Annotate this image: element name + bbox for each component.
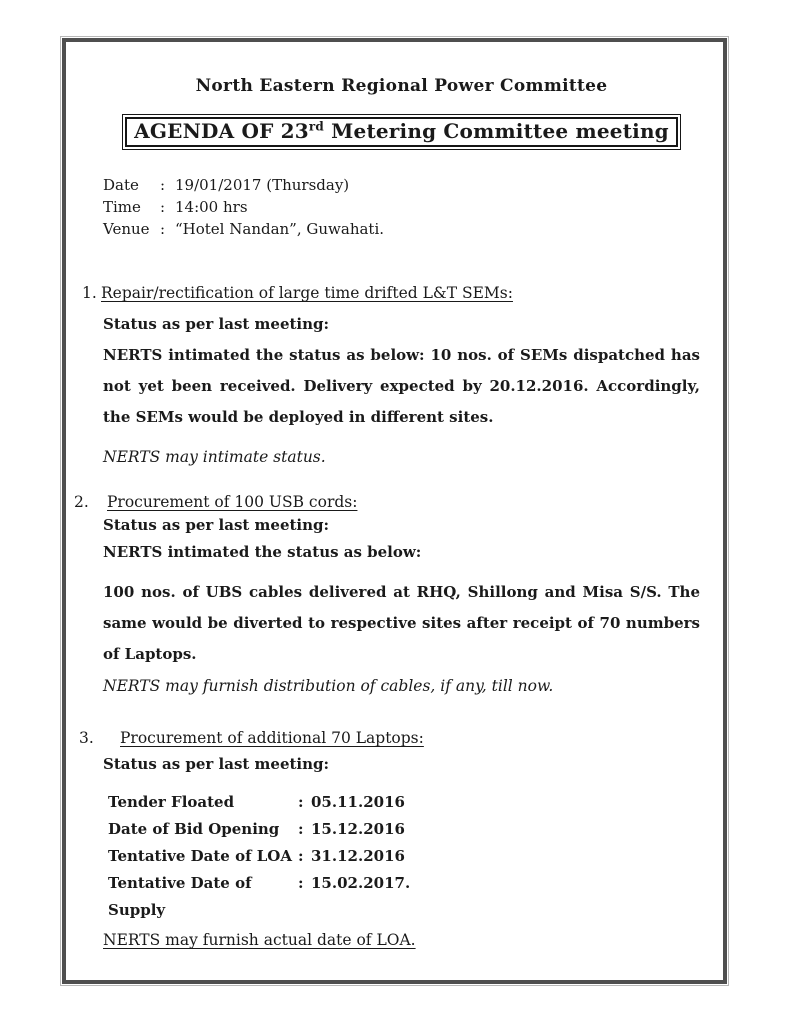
section-3-note: NERTS may furnish actual date of LOA. — [103, 931, 416, 949]
date-label: Tentative Date of Supply — [108, 874, 252, 919]
section-1-heading-row — [82, 284, 700, 302]
section-3-heading: Procurement of additional 70 Laptops: — [120, 729, 424, 747]
meta-colon: : — [160, 220, 166, 238]
meta-value-time: 14:00 hrs — [175, 198, 248, 216]
section-3 — [79, 729, 700, 949]
date-row-loa — [108, 843, 700, 870]
page-border — [62, 38, 727, 984]
dates-table — [108, 789, 700, 924]
section-3-number: 3. — [79, 729, 94, 747]
agenda-title-box — [125, 117, 678, 147]
date-colon: : — [298, 820, 304, 838]
date-label: Tentative Date of LOA — [108, 847, 292, 865]
date-row-tender-floated — [108, 789, 700, 816]
meta-colon: : — [160, 198, 166, 216]
ordinal-superscript: rd — [308, 119, 325, 134]
meta-row-venue — [103, 218, 700, 240]
meta-value-venue: “Hotel Nandan”, Guwahati. — [175, 220, 385, 238]
section-2-body-intro: NERTS intimated the status as below: — [103, 543, 422, 561]
section-1-body: NERTS intimated the status as below: 10 nos. of SEMs dispatched has not yet been received. Delivery expected by 20.12.2016. Accordingly, the SEMs would be deployed in different sites. — [103, 346, 700, 426]
section-2-heading-row — [74, 493, 700, 511]
meta-label-date: Date — [103, 176, 139, 194]
date-value: 15.02.2017. — [311, 874, 411, 892]
meta-row-date — [103, 174, 700, 196]
meta-label-venue: Venue — [103, 220, 150, 238]
agenda-title-rest: Metering Committee meeting — [324, 119, 669, 143]
section-1-heading: Repair/rectification of large time drifted L&T SEMs: — [101, 284, 513, 302]
section-1-status-label: Status as per last meeting: — [103, 315, 330, 333]
date-value: 31.12.2016 — [311, 847, 405, 865]
date-label: Tender Floated — [108, 793, 235, 811]
section-3-heading-row — [79, 729, 700, 747]
agenda-title-text: AGENDA OF 23 — [134, 119, 309, 143]
section-2-heading: Procurement of 100 USB cords: — [107, 493, 358, 511]
meta-block — [103, 174, 700, 240]
meta-colon: : — [160, 176, 166, 194]
meta-value-date: 19/01/2017 (Thursday) — [175, 176, 350, 194]
date-colon: : — [298, 793, 304, 811]
section-2-number: 2. — [74, 493, 89, 511]
date-label: Date of Bid Opening — [108, 820, 280, 838]
section-1 — [82, 284, 700, 466]
date-value: 15.12.2016 — [311, 820, 405, 838]
date-colon: : — [298, 847, 304, 865]
meta-row-time — [103, 196, 700, 218]
date-value: 05.11.2016 — [311, 793, 405, 811]
org-title: North Eastern Regional Power Committee — [195, 76, 608, 96]
date-row-bid-opening — [108, 816, 700, 843]
date-colon: : — [298, 874, 304, 892]
agenda-title-row — [103, 117, 700, 147]
meta-label-time: Time — [103, 198, 141, 216]
page-content — [66, 42, 723, 949]
section-2-note: NERTS may furnish distribution of cables, if any, till now. — [103, 677, 554, 695]
section-1-note: NERTS may intimate status. — [103, 448, 326, 466]
section-2-body: 100 nos. of UBS cables delivered at RHQ, Shillong and Misa S/S. The same would be diverted to respective sites after receipt of 70 numbers of Laptops. — [103, 583, 700, 663]
section-2 — [74, 493, 700, 695]
section-2-status-label: Status as per last meeting: — [103, 516, 330, 534]
section-3-status-label: Status as per last meeting: — [103, 755, 330, 773]
date-row-supply — [108, 870, 700, 924]
section-1-number: 1. — [82, 284, 97, 302]
